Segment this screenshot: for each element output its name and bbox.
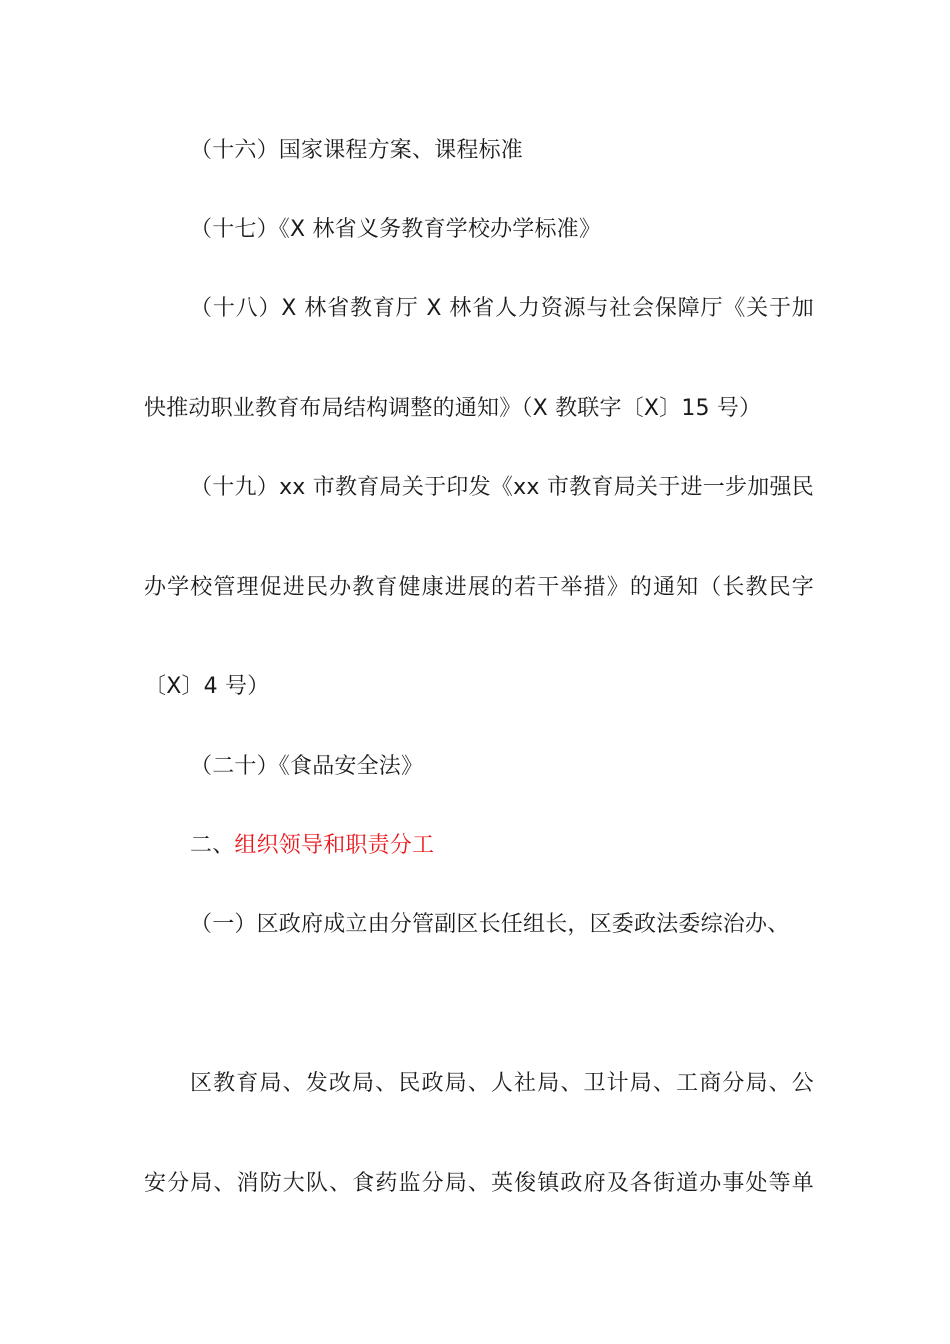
section-number: 二、 [190, 833, 235, 858]
section-title: 组织领导和职责分工 [234, 833, 435, 858]
section-heading [190, 830, 814, 862]
list-item-19-line-3: 〔X〕4 号） [144, 674, 270, 699]
paragraph-2-line-1: 区教育局、发改局、民政局、人社局、卫计局、工商分局、公 [190, 1071, 814, 1096]
paragraph-2-line-2: 安分局、消防大队、食药监分局、英俊镇政府及各街道办事处等单 [144, 1171, 814, 1196]
list-item-16: （十六）国家课程方案、课程标准 [190, 138, 524, 163]
list-item-19-line-1: （十九）xx 市教育局关于印发《xx 市教育局关于进一步加强民 [190, 475, 814, 500]
list-item-17: （十七）《X 林省义务教育学校办学标准》 [190, 217, 602, 242]
list-item-19-line-2: 办学校管理促进民办教育健康进展的若干举措》的通知（长教民字 [144, 575, 814, 600]
list-item-18-line-2: 快推动职业教育布局结构调整的通知》（X 教联字〔X〕15 号） [144, 396, 762, 421]
paragraph-1-line-1: （一）区政府成立由分管副区长任组长，区委政法委综治办、 [190, 912, 790, 937]
list-item-20: （二十）《食品安全法》 [190, 754, 424, 779]
list-item-18-line-1: （十八）X 林省教育厅 X 林省人力资源与社会保障厅《关于加 [190, 296, 814, 321]
